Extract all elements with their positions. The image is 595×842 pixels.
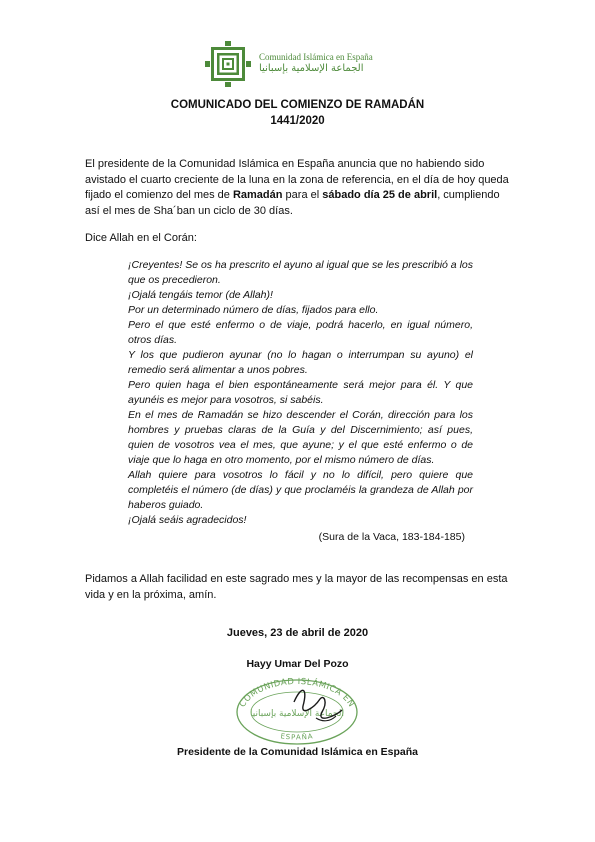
quote-line: ¡Ojalá seáis agradecidos! <box>128 514 247 526</box>
quote-line: ¡Ojalá tengáis temor (de Allah)! <box>128 289 273 301</box>
signatory-role: Presidente de la Comunidad Islámica en España <box>177 746 418 758</box>
quote-source: (Sura de la Vaca, 183-184-185) <box>318 531 465 543</box>
paragraph-text: El presidente de la Comunidad Islámica en España anuncia que no habiendo sido avistado el cuarto creciente de la luna en la zona de referencia, en el día de hoy queda fijado el comienzo del mes de <box>85 158 509 201</box>
svg-text:COMUNIDAD ISLÁMICA EN <box>238 676 356 709</box>
start-date: sábado día 25 de abril <box>322 189 438 201</box>
quote-line: ¡Creyentes! Se os ha prescrito el ayuno al igual que se les prescribió a los que os precedieron. <box>128 259 473 286</box>
quran-quote <box>128 258 473 528</box>
month-name: Ramadán <box>232 189 283 201</box>
quote-line: Pero quien haga el bien espontáneamente será mejor para él. Y que ayunéis es mejor para vosotros, si sabéis. <box>128 379 473 406</box>
quote-line: En el mes de Ramadán se hizo descender el Corán, dirección para los hombres y pruebas claras de la Guía y del Discernimiento; así pues, quien de vosotros vea el mes, que ayune; y el que esté enfermo o de viaje que lo haga en otro momento, por el mismo número de días. <box>128 409 473 466</box>
quote-line: Por un determinado número de días, fijados para ello. <box>128 304 379 316</box>
document-date: Jueves, 23 de abril de 2020 <box>226 627 369 639</box>
seal-text-arabic: الجماعة الإسلامية بإسبانيا <box>249 709 345 719</box>
quote-line: Pero el que esté enfermo o de viaje, podrá hacerlo, en igual número, otros días. <box>128 319 473 346</box>
quote-line: Y los que pudieron ayunar (no lo hagan o interrumpan su ayuno) el remedio será alimentar a unos pobres. <box>128 349 473 376</box>
document-title <box>0 97 595 129</box>
title-line-2: 1441/2020 <box>270 115 325 127</box>
quote-line: Allah quiere para vosotros lo fácil y no lo difícil, pero quiere que completéis el número (de días) y que proclaméis la grandeza de Allah por haberos guiado. <box>128 469 473 511</box>
svg-text:ESPAÑA <box>280 732 314 742</box>
org-name: Comunidad Islámica en España <box>259 52 373 63</box>
announcement-paragraph <box>85 157 515 219</box>
seal-text-top: COMUNIDAD ISLÁMICA EN <box>237 676 357 710</box>
paragraph-text: para el <box>282 189 323 201</box>
paragraph-text: , cumpliendo así el mes de Sha´ban un ciclo de 30 días. <box>85 189 500 217</box>
org-name-block <box>259 52 373 76</box>
kufic-square-logo-icon <box>205 41 251 87</box>
signatory-name: Hayy Umar Del Pozo <box>246 658 349 670</box>
community-seal-icon <box>232 672 362 746</box>
quran-intro: Dice Allah en el Corán: <box>85 232 197 244</box>
closing-paragraph: Pidamos a Allah facilidad en este sagrado mes y la mayor de las recompensas en esta vida y en la próxima, amín. <box>85 573 508 601</box>
letterhead <box>205 36 465 92</box>
org-name-arabic: الجماعة الإسلامية بإسبانيا <box>259 63 364 75</box>
seal-text-bottom: ESPAÑA <box>279 732 315 742</box>
title-line-1: COMUNICADO DEL COMIENZO DE RAMADÁN <box>170 99 425 111</box>
